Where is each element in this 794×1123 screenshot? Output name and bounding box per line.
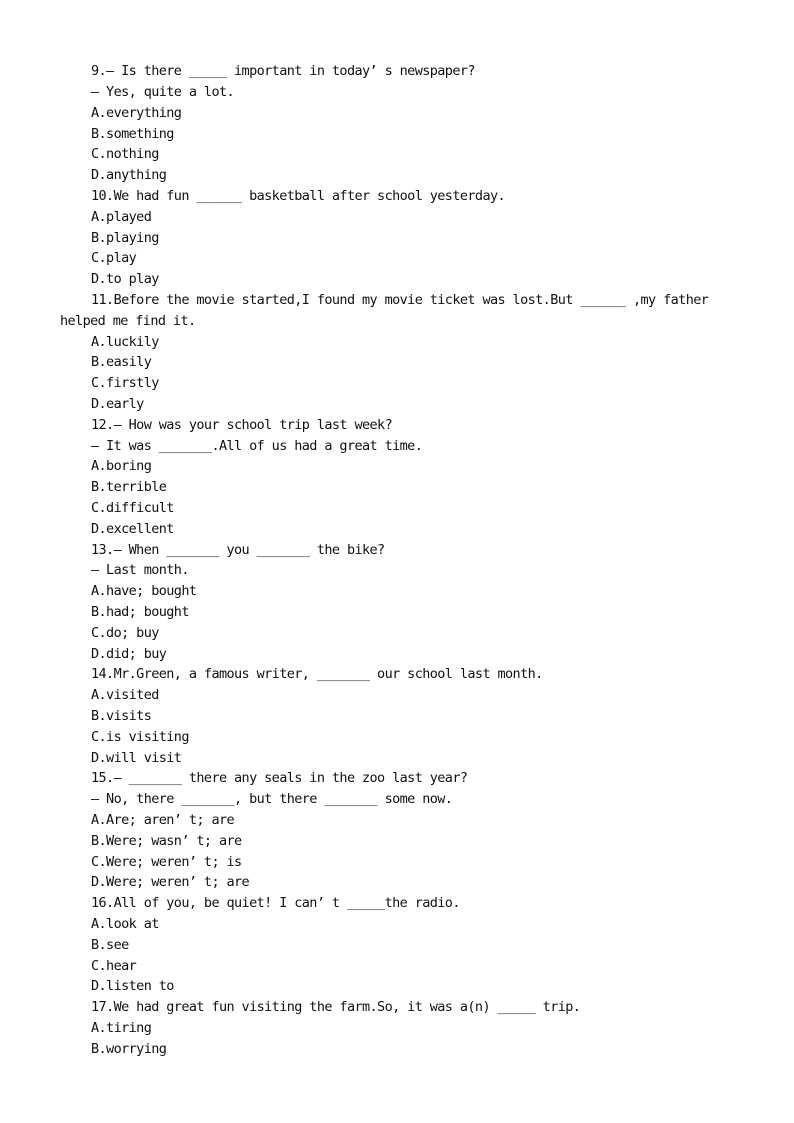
question-13-option-a: A.have; bought [91,583,197,599]
question-12-option-b: B.terrible [91,479,167,495]
question-9-option-c: C.nothing [91,146,159,162]
question-12-option-a: A.boring [91,458,152,474]
question-12-reply: — It was _______.All of us had a great time. [91,438,423,454]
question-14-option-c: C.is visiting [91,729,189,745]
question-12-option-d: D.excellent [91,521,174,537]
question-14-stem: 14.Mr.Green, a famous writer, _______ our school last month. [91,666,543,682]
question-10-option-d: D.to play [91,271,159,287]
question-17-option-a: A.tiring [91,1020,152,1036]
question-12-option-c: C.difficult [91,500,174,516]
question-10-stem: 10.We had fun ______ basketball after school yesterday. [91,188,506,204]
question-15-stem: 15.— _______ there any seals in the zoo last year? [91,770,468,786]
question-12-stem: 12.— How was your school trip last week? [91,417,393,433]
question-15-option-c: C.Were; weren’ t; is [91,854,242,870]
question-15-option-d: D.Were; weren’ t; are [91,874,250,890]
question-14-option-d: D.will visit [91,750,182,766]
question-15-reply: — No, there _______, but there _______ some now. [91,791,453,807]
question-13-option-c: C.do; buy [91,625,159,641]
question-17-option-b: B.worrying [91,1041,167,1057]
question-11-stem-line2: helped me find it. [60,313,196,329]
question-11-option-a: A.luckily [91,334,159,350]
question-16-option-b: B.see [91,937,129,953]
question-11-option-d: D.early [91,396,144,412]
question-14-option-a: A.visited [91,687,159,703]
question-13-stem: 13.— When _______ you _______ the bike? [91,542,385,558]
question-13-option-d: D.did; buy [91,646,167,662]
question-11-option-b: B.easily [91,354,152,370]
question-9-option-b: B.something [91,126,174,142]
question-9-reply: — Yes, quite a lot. [91,84,235,100]
question-9-stem: 9.— Is there _____ important in today’ s newspaper? [91,63,475,79]
question-16-option-d: D.listen to [91,978,174,994]
question-9-option-d: D.anything [91,167,167,183]
question-16-stem: 16.All of you, be quiet! I can’ t _____the radio. [91,895,460,911]
question-16-option-c: C.hear [91,958,137,974]
question-13-option-b: B.had; bought [91,604,189,620]
question-16-option-a: A.look at [91,916,159,932]
question-17-stem: 17.We had great fun visiting the farm.So, it was a(n) _____ trip. [91,999,581,1015]
question-13-reply: — Last month. [91,562,189,578]
question-15-option-b: B.Were; wasn’ t; are [91,833,242,849]
question-10-option-c: C.play [91,250,137,266]
question-15-option-a: A.Are; aren’ t; are [91,812,235,828]
question-14-option-b: B.visits [91,708,152,724]
question-10-option-a: A.played [91,209,152,225]
question-11-option-c: C.firstly [91,375,159,391]
question-11-stem-line1: 11.Before the movie started,I found my movie ticket was lost.But ______ ,my father [91,292,709,308]
question-10-option-b: B.playing [91,230,159,246]
question-9-option-a: A.everything [91,105,182,121]
